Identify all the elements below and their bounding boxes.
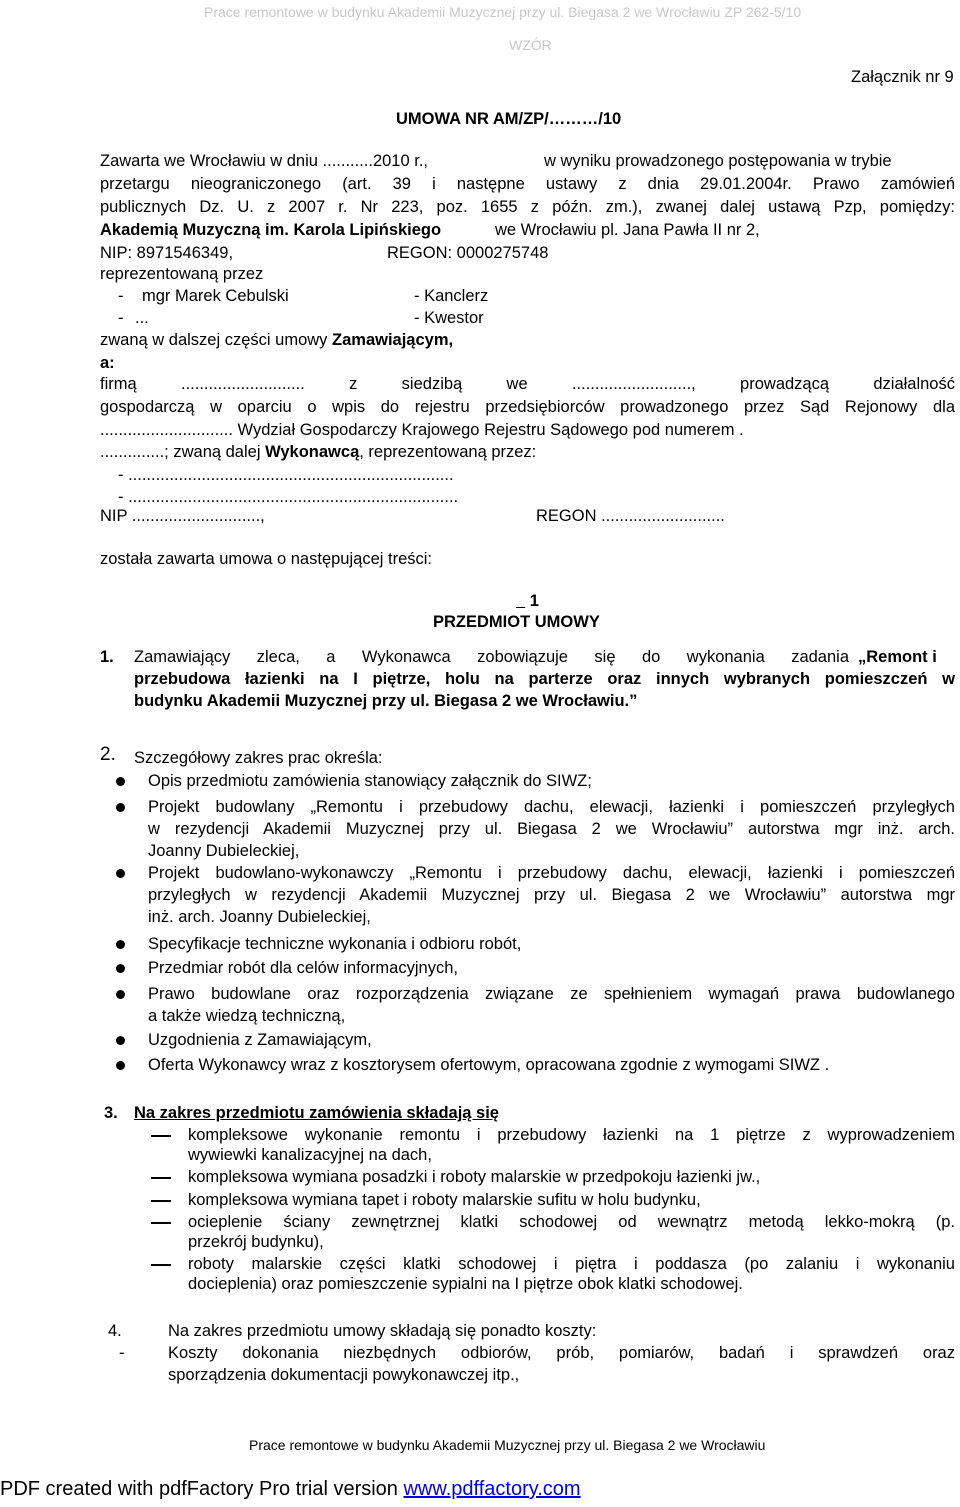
and-label: a: [100,354,115,372]
pdf-watermark: PDF created with pdfFactory Pro trial version www.pdffactory.com [0,1478,581,1500]
page-footer: Prace remontowe w budynku Akademii Muzycznej przy ul. Biegasa 2 we Wrocławiu [249,1437,766,1453]
intro-line-2: przetargu nieograniczonego (art. 39 i następne ustawy z dnia 29.01.2004r. Prawo zamówień [100,175,955,193]
paragraph-2-number: 2. [100,744,116,765]
contractor-line-4: ..............; zwaną dalej Wykonawcą, reprezentowaną przez: [100,443,537,461]
rep1-role: - Kanclerz [414,287,489,305]
contractor-line-2: gospodarczą w oparciu o wpis do rejestru przedsiębiorców prowadzonego przez Sąd Rejonowy dla [100,398,955,416]
pdffactory-link[interactable]: www.pdffactory.com [403,1478,581,1500]
paragraph-1-number: 1. [100,648,114,666]
scope-dash-item: docieplenia) oraz pomieszczenie sypialni na I piętrze obok klatki schodowej. [188,1275,743,1293]
scope-bullet-item: Uzgodnienia z Zamawiającym, [148,1031,372,1049]
scope-bullet-item: przyległych w rezydencji Akademii Muzycznej przy ul. Biegasa 2 we Wrocławiu” autorstwa mgr [148,886,955,904]
dash-marker [151,1135,171,1137]
bullet-icon [116,1036,125,1045]
called-line: zwaną w dalszej części umowy Zamawiającym, [100,331,454,349]
attachment-label: Załącznik nr 9 [851,68,954,86]
paragraph-3-number: 3. [104,1104,118,1122]
scope-dash-item: kompleksowa wymiana posadzki i roboty malarskie w przedpokoju łazienki jw., [188,1168,761,1186]
scope-dash-item: kompleksowa wymiana tapet i roboty malarskie sufitu w holu budynku, [188,1191,701,1209]
dash-marker [151,1222,171,1224]
scope-dash-item: przekrój budynku), [188,1233,324,1251]
represented-by-label: reprezentowaną przez [100,265,264,283]
rep1-name: mgr Marek Cebulski [142,287,289,305]
contractor-rep-2: - ........................................................................ [118,488,459,506]
intro-line-1a: Zawarta we Wrocławiu w dniu ...........2010 r., [100,152,428,170]
scope-bullet-item: Projekt budowlano-wykonawczy „Remontu i przebudowy dachu, elewacji, łazienki i pomieszczeń [148,864,955,882]
intro-line-1b: w wyniku prowadzonego postępowania w trybie [544,152,892,170]
rep2-name: ... [135,309,149,327]
dash-marker [151,1177,171,1179]
bullet-icon [116,869,125,878]
scope-bullet-item: Prawo budowlane oraz rozporządzenia związane ze spełnieniem wymagań prawa budowlanego [148,985,955,1003]
scope-dash-item: ocieplenie ściany zewnętrznej klatki schodowej od wewnątrz metodą lekko-mokrą (p. [188,1213,955,1231]
scope-bullet-item: w rezydencji Akademii Muzycznej przy ul. Biegasa 2 we Wrocławiu” autorstwa mgr inż. arch. [148,820,955,838]
scope-dash-item: roboty malarskie części klatki schodowej i piętra i poddasza (po zalaniu i wykonaniu [188,1255,955,1273]
dash-marker [151,1200,171,1202]
paragraph-1-line-1: Zamawiający zleca, a Wykonawca zobowiązuje się do wykonania zadania [134,648,849,666]
contract-title: UMOWA NR AM/ZP/………/10 [396,110,622,128]
regon-value: REGON: 0000275748 [387,244,549,262]
intro-line-3: publicznych Dz. U. z 2007 r. Nr 223, poz. 1655 z późn. zm.), zwanej dalej ustawą Pzp, pomiędzy: [100,198,955,216]
paragraph-1-title-start: „Remont i [858,648,937,666]
scope-bullet-item: Joanny Dubieleckiej, [148,842,300,860]
bullet-icon [116,777,125,786]
section-number: 1 [529,592,539,610]
scope-bullet-item: a także wiedzą techniczną, [148,1007,346,1025]
rep2-role: - Kwestor [414,309,484,327]
bullet-icon [116,990,125,999]
bullet-icon [116,1061,125,1070]
bullet-icon [116,803,125,812]
contractor-nip: NIP ............................, [100,507,265,525]
contracting-party-address: we Wrocławiu pl. Jana Pawła II nr 2, [495,221,760,239]
contractor-regon: REGON ........................... [536,507,725,525]
contracting-party-name: Akademią Muzyczną im. Karola Lipińskiego [100,221,442,239]
paragraph-1-line-3: budynku Akademii Muzycznej przy ul. Biegasa 2 we Wrocławiu.” [134,692,638,710]
contractor-rep-1: - ....................................................................... [118,466,454,484]
bullet-icon [116,964,125,973]
paragraph-4-dash: - [119,1344,125,1362]
bullet-icon [116,940,125,949]
paragraph-4-number: 4. [108,1322,122,1340]
scope-bullet-item: Oferta Wykonawcy wraz z kosztorysem ofertowym, opracowana zgodnie z wymogami SIWZ . [148,1056,830,1074]
scope-bullet-item: Projekt budowlany „Remontu i przebudowy dachu, elewacji, łazienki i pomieszczeń przyległych [148,798,955,816]
scope-bullet-item: Przedmiar robót dla celów informacyjnych, [148,959,458,977]
paragraph-4-line-1: Koszty dokonania niezbędnych odbiorów, prób, pomiarów, badań i sprawdzeń oraz [168,1344,955,1362]
scope-bullet-item: inż. arch. Joanny Dubieleckiej, [148,908,371,926]
page-header: Prace remontowe w budynku Akademii Muzycznej przy ul. Biegasa 2 we Wrocławiu ZP 262-5/10 [204,4,802,20]
paragraph-3-heading: Na zakres przedmiotu zamówienia składają się [134,1104,499,1122]
scope-bullet-item: Specyfikacje techniczne wykonania i odbioru robót, [148,935,522,953]
rep-dash: - [118,309,124,327]
contractor-line-1: firmą ........................... z siedzibą we .........................., prowadzącą działalność [100,375,955,393]
paragraph-2-text: Szczegółowy zakres prac określa: [134,749,383,767]
paragraph-4-text: Na zakres przedmiotu umowy składają się ponadto koszty: [168,1322,597,1340]
dash-marker [151,1264,171,1266]
nip-value: NIP: 8971546349, [100,244,234,262]
scope-bullet-item: Opis przedmiotu zamówienia stanowiący załącznik do SIWZ; [148,772,592,790]
section-heading: PRZEDMIOT UMOWY [433,613,600,631]
draft-label: WZÓR [509,37,552,53]
scope-dash-item: wywiewki kanalizacyjnej na dach, [188,1146,432,1164]
concluded-line: została zawarta umowa o następującej treści: [100,550,432,568]
paragraph-1-line-2: przebudowa łazienki na I piętrze, holu na parterze oraz innych wybranych pomieszczeń w [134,670,955,688]
rep-dash: - [118,287,124,305]
contractor-line-3: ............................. Wydział Gospodarczy Krajowego Rejestru Sądowego pod numerem . [100,421,744,439]
paragraph-4-line-2: sporządzenia dokumentacji powykonawczej itp., [168,1366,520,1384]
scope-dash-item: kompleksowe wykonanie remontu i przebudowy łazienki na 1 piętrze z wyprowadzeniem [188,1126,955,1144]
